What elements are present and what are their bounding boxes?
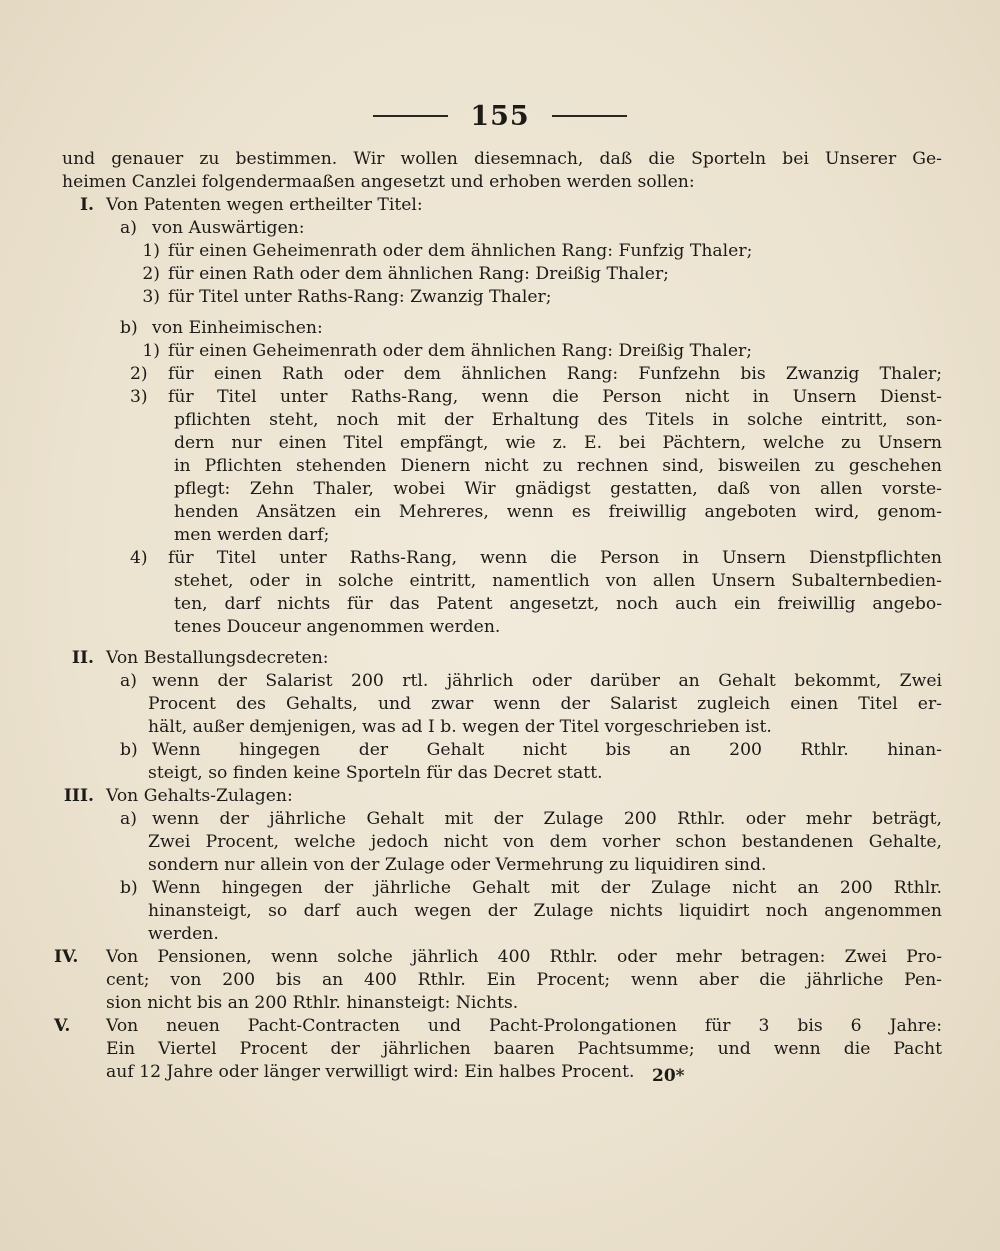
- section-number: III.: [63, 786, 94, 806]
- text-line: [62, 808, 942, 831]
- line-text: für einen Rath oder dem ähnlichen Rang: Funfzehn bis Zwanzig Thaler;: [168, 364, 942, 384]
- page-header: [0, 96, 1000, 136]
- item-label: a): [120, 218, 137, 238]
- text-line: [62, 923, 942, 946]
- text-line: [54, 946, 942, 969]
- line-text: heimen Canzlei folgendermaaßen angesetzt und erhoben werden sollen:: [62, 172, 695, 192]
- item-label: b): [120, 740, 138, 760]
- line-text: henden Ansätzen ein Mehreres, wenn es freiwillig angeboten wird, genom-: [174, 502, 942, 522]
- section-number: II.: [71, 648, 94, 668]
- section-number: V.: [54, 1016, 71, 1036]
- line-text: cent; von 200 bis an 400 Rthlr. Ein Procent; wenn aber die jährliche Pen-: [106, 970, 942, 990]
- text-line: [62, 409, 942, 432]
- text-line: [62, 762, 942, 785]
- section-number: I.: [79, 195, 94, 215]
- text-line: [62, 670, 942, 693]
- line-text: für einen Geheimenrath oder dem ähnlichen Rang: Dreißig Thaler;: [168, 341, 753, 361]
- line-text: auf 12 Jahre oder länger verwilligt wird: Ein halbes Procent.: [106, 1062, 635, 1082]
- text-line: [62, 263, 942, 286]
- line-text: ten, darf nichts für das Patent angesetzt, noch auch ein freiwillig angebo-: [174, 594, 942, 614]
- line-text: für Titel unter Raths-Rang: Zwanzig Thaler;: [168, 287, 552, 307]
- header-rule-right: [552, 115, 627, 117]
- item-label: 1): [142, 341, 160, 361]
- text-line: [62, 386, 942, 409]
- paragraph-gap: [62, 309, 942, 317]
- item-label: 2): [142, 264, 160, 284]
- line-text: pflegt: Zehn Thaler, wobei Wir gnädigst gestatten, daß von allen vorste-: [174, 479, 942, 499]
- item-label: b): [120, 318, 138, 338]
- line-text: steigt, so finden keine Sporteln für das Decret statt.: [148, 763, 603, 783]
- line-text: werden.: [148, 924, 219, 944]
- line-text: hält, außer demjenigen, was ad I b. wegen der Titel vorgeschrieben ist.: [148, 717, 772, 737]
- line-text: für Titel unter Raths-Rang, wenn die Person in Unsern Dienstpflichten: [168, 548, 942, 568]
- line-text: wenn der jährliche Gehalt mit der Zulage 200 Rthlr. oder mehr beträgt,: [152, 809, 942, 829]
- text-line: [62, 716, 942, 739]
- line-text: sion nicht bis an 200 Rthlr. hinansteigt: Nichts.: [106, 993, 519, 1013]
- item-label: 4): [130, 548, 148, 568]
- text-line: [62, 501, 942, 524]
- text-line: [62, 570, 942, 593]
- line-text: wenn der Salarist 200 rtl. jährlich oder darüber an Gehalt bekommt, Zwei: [152, 671, 942, 691]
- line-text: stehet, oder in solche eintritt, namentlich von allen Unsern Subalternbedien-: [174, 571, 942, 591]
- item-label: a): [120, 809, 137, 829]
- text-line: [62, 693, 942, 716]
- text-line: [62, 171, 942, 194]
- text-line: [62, 1038, 942, 1061]
- item-label: a): [120, 671, 137, 691]
- text-line: [62, 616, 942, 639]
- page-body: [54, 148, 942, 1084]
- line-text: für einen Geheimenrath oder dem ähnlichen Rang: Funfzig Thaler;: [168, 241, 753, 261]
- text-line: [62, 340, 942, 363]
- line-text: dern nur einen Titel empfängt, wie z. E. bei Pächtern, welche zu Unsern: [174, 433, 942, 453]
- item-label: 2): [130, 364, 148, 384]
- text-line: [62, 969, 942, 992]
- line-text: pflichten steht, noch mit der Erhaltung des Titels in solche eintritt, son-: [174, 410, 942, 430]
- header-rule-left: [373, 115, 448, 117]
- text-line: [54, 1015, 942, 1038]
- line-text: Von Gehalts-Zulagen:: [106, 786, 293, 806]
- line-text: Procent des Gehalts, und zwar wenn der Salarist zugleich einen Titel er-: [148, 694, 942, 714]
- item-label: 3): [130, 387, 148, 407]
- line-text: Von Pensionen, wenn solche jährlich 400 Rthlr. oder mehr betragen: Zwei Pro-: [106, 947, 942, 967]
- line-text: in Pflichten stehenden Dienern nicht zu rechnen sind, bisweilen zu geschehen: [174, 456, 942, 476]
- text-line: [62, 363, 942, 386]
- line-text: Wenn hingegen der Gehalt nicht bis an 200 Rthlr. hinan-: [152, 740, 942, 760]
- text-line: [62, 317, 942, 340]
- signature-mark: 20*: [652, 1066, 685, 1086]
- text-line: [62, 992, 942, 1015]
- line-text: Zwei Procent, welche jedoch nicht von dem vorher schon bestandenen Gehalte,: [148, 832, 942, 852]
- line-text: hinansteigt, so darf auch wegen der Zulage nichts liquidirt noch angenommen: [148, 901, 942, 921]
- line-text: und genauer zu bestimmen. Wir wollen diesemnach, daß die Sporteln bei Unserer Ge-: [62, 149, 942, 169]
- item-label: 3): [142, 287, 160, 307]
- text-line: [62, 547, 942, 570]
- line-text: Ein Viertel Procent der jährlichen baaren Pachtsumme; und wenn die Pacht: [106, 1039, 942, 1059]
- item-label: 1): [142, 241, 160, 261]
- text-line: [62, 877, 942, 900]
- text-line: [62, 831, 942, 854]
- text-line: [62, 286, 942, 309]
- text-line: [62, 785, 942, 808]
- text-line: [62, 194, 942, 217]
- line-text: von Auswärtigen:: [152, 218, 305, 238]
- section-number: IV.: [54, 947, 79, 967]
- line-text: men werden darf;: [174, 525, 330, 545]
- text-line: [62, 432, 942, 455]
- text-line: [62, 148, 942, 171]
- paragraph-gap: [62, 639, 942, 647]
- line-text: Von Bestallungsdecreten:: [106, 648, 329, 668]
- line-text: Von Patenten wegen ertheilter Titel:: [106, 195, 423, 215]
- line-text: Von neuen Pacht-Contracten und Pacht-Prolongationen für 3 bis 6 Jahre:: [106, 1016, 942, 1036]
- text-line: [62, 739, 942, 762]
- text-line: [62, 647, 942, 670]
- item-label: b): [120, 878, 138, 898]
- text-line: [62, 900, 942, 923]
- text-line: [62, 240, 942, 263]
- line-text: tenes Douceur angenommen werden.: [174, 617, 501, 637]
- text-line: [62, 455, 942, 478]
- line-text: von Einheimischen:: [152, 318, 323, 338]
- line-text: für einen Rath oder dem ähnlichen Rang: Dreißig Thaler;: [168, 264, 669, 284]
- text-line: [62, 478, 942, 501]
- text-line: [62, 1061, 942, 1084]
- text-line: [62, 593, 942, 616]
- line-text: für Titel unter Raths-Rang, wenn die Person nicht in Unsern Dienst-: [168, 387, 942, 407]
- page-number: 155: [470, 100, 530, 132]
- line-text: Wenn hingegen der jährliche Gehalt mit der Zulage nicht an 200 Rthlr.: [152, 878, 942, 898]
- line-text: sondern nur allein von der Zulage oder Vermehrung zu liquidiren sind.: [148, 855, 767, 875]
- text-line: [62, 854, 942, 877]
- text-line: [62, 217, 942, 240]
- text-line: [62, 524, 942, 547]
